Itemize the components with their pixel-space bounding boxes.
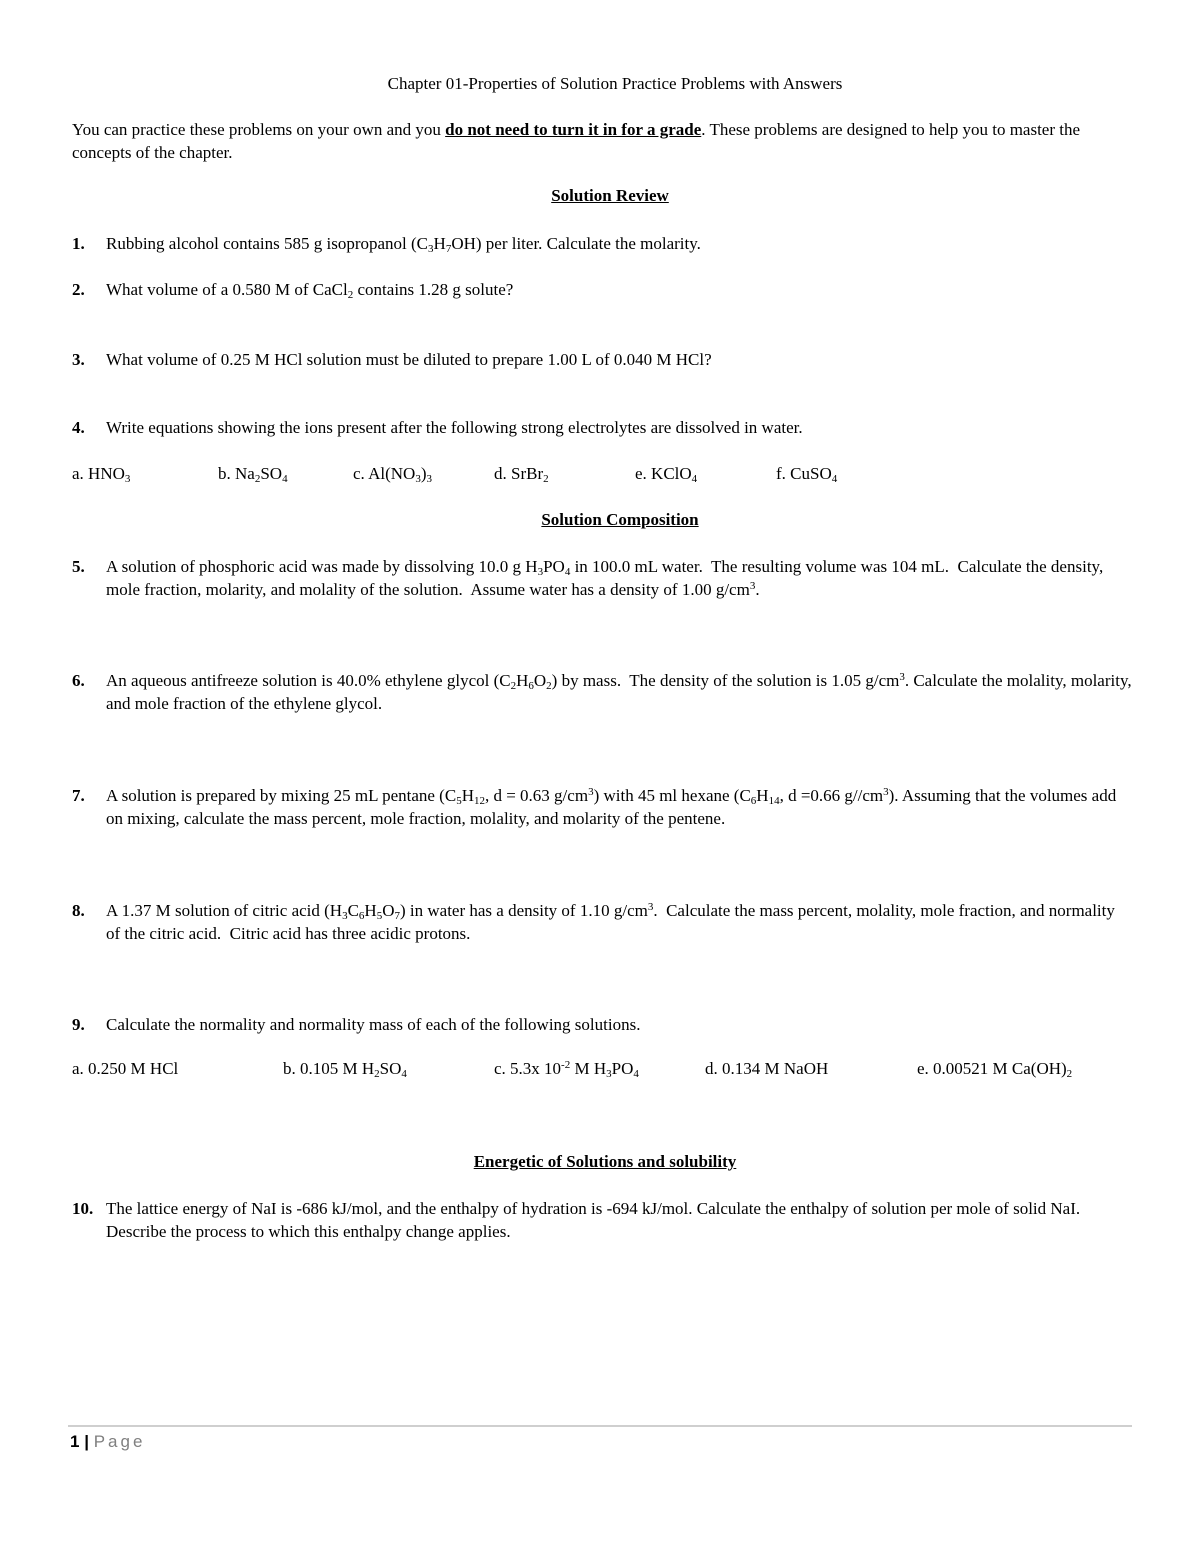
intro-emphasis: do not need to turn it in for a grade <box>445 120 702 139</box>
question-number: 5. <box>72 557 85 576</box>
question-text: A solution of phosphoric acid was made by dissolving 10.0 g $H_3PO_4$ in 100.0 mL water. The resulting volume was 104 mL. Calculate the density, mole fraction, molarity, and molality of the solution. Assume water has a density of 1.00 $g/cm^3$. <box>106 557 1104 599</box>
question-9-options <box>72 1059 1132 1083</box>
question-text: Write equations showing the ions present after the following strong electrolytes are dissolved in water. <box>106 418 803 437</box>
question-number: 10. <box>72 1199 94 1218</box>
intro-text-before: You can practice these problems on your own and you <box>72 120 446 139</box>
question-4-options <box>72 464 1132 488</box>
option-c: c. 5.3x $10^{-2}$ M $H_3PO_4$ <box>494 1059 639 1080</box>
question-number: 4. <box>72 418 85 437</box>
question-text: What volume of a 0.580 M of CaCl$_2$ contains 1.28 g solute? <box>106 280 514 301</box>
section-heading-review: Solution Review <box>551 186 669 205</box>
question-text: A 1.37 M solution of citric acid $(H_3C_6H_5O_7)$ in water has a density of 1.10 $g/cm^3$. Calculate the mass percent, molality, mole fraction, and normality of the citric acid. Citric acid has three acidic protons. <box>106 901 1115 943</box>
question-3 <box>72 348 1132 371</box>
question-5 <box>72 555 1132 601</box>
question-text: An aqueous antifreeze solution is 40.0% ethylene glycol $(C_2H_6O_2)$ by mass. The density of the solution is 1.05 $g/cm^3$. Calculate the molality, molarity, and mole fraction of the ethylene glycol. <box>106 671 1132 713</box>
option-b: b. $Na_2SO_4$ <box>218 464 288 485</box>
option-c: c. $Al(NO_3)_3$ <box>353 464 432 485</box>
question-text: The lattice energy of NaI is -686 kJ/mol, and the enthalpy of hydration is -694 kJ/mol. Calculate the enthalpy of solution per mole of solid NaI. Describe the process to which this enthalpy change applies. <box>106 1199 1081 1241</box>
option-a: a. $HNO_3$ <box>72 464 131 485</box>
page-footer <box>70 1432 145 1452</box>
option-e: e. 0.00521 M $Ca(OH)_2$ <box>917 1059 1073 1080</box>
option-d: d. SrBr$_2$ <box>494 464 549 485</box>
question-number: 6. <box>72 671 85 690</box>
question-2 <box>72 278 1132 301</box>
question-text: A solution is prepared by mixing 25 mL pentane ($C_5H_{12}$, d = 0.63 $g/cm^3$) with 45 ml hexane ($C_6H_{14}$, d =0.66 $g//cm^3$). Assuming that the volumes add on mixing, calculate the mass percent, mole fraction, molality, and molarity of the pentene. <box>106 786 1117 828</box>
question-7 <box>72 784 1132 830</box>
option-a: a. 0.250 M HCl <box>72 1059 179 1078</box>
question-1 <box>72 232 1132 255</box>
question-number: 3. <box>72 350 85 369</box>
question-text: Calculate the normality and normality mass of each of the following solutions. <box>106 1015 641 1034</box>
question-number: 2. <box>72 280 85 299</box>
question-10 <box>72 1197 1132 1243</box>
question-4 <box>72 416 1132 439</box>
section-heading-energetic: Energetic of Solutions and solubility <box>473 1152 737 1171</box>
option-b: b. 0.105 M $H_2SO_4$ <box>283 1059 407 1080</box>
page-label: Page <box>93 1432 146 1451</box>
option-d: d. 0.134 M NaOH <box>705 1059 829 1078</box>
question-6 <box>72 669 1132 715</box>
question-9 <box>72 1013 1132 1036</box>
question-8 <box>72 899 1132 945</box>
question-text: What volume of 0.25 M HCl solution must be diluted to prepare 1.00 L of 0.040 M HCl? <box>106 350 712 369</box>
option-e: e. KClO$_4$ <box>635 464 698 485</box>
question-text: Rubbing alcohol contains 585 g isopropanol $(C_3H_7OH)$ per liter. Calculate the molarity. <box>106 234 701 255</box>
question-number: 1. <box>72 234 85 253</box>
intro-text-after: . These problems are designed to help you to master the concepts of the chapter. <box>72 120 1081 162</box>
section-heading-composition: Solution Composition <box>541 510 699 529</box>
option-f: f. CuSO$_4$ <box>776 464 838 485</box>
question-number: 7. <box>72 786 85 805</box>
footer-separator: | <box>84 1432 89 1451</box>
question-number: 8. <box>72 901 85 920</box>
intro-paragraph <box>72 118 1132 164</box>
footer-divider <box>68 1425 1132 1427</box>
question-number: 9. <box>72 1015 85 1034</box>
document-title: Chapter 01-Properties of Solution Practice Problems with Answers <box>387 74 843 93</box>
page-number: 1 <box>70 1432 80 1451</box>
